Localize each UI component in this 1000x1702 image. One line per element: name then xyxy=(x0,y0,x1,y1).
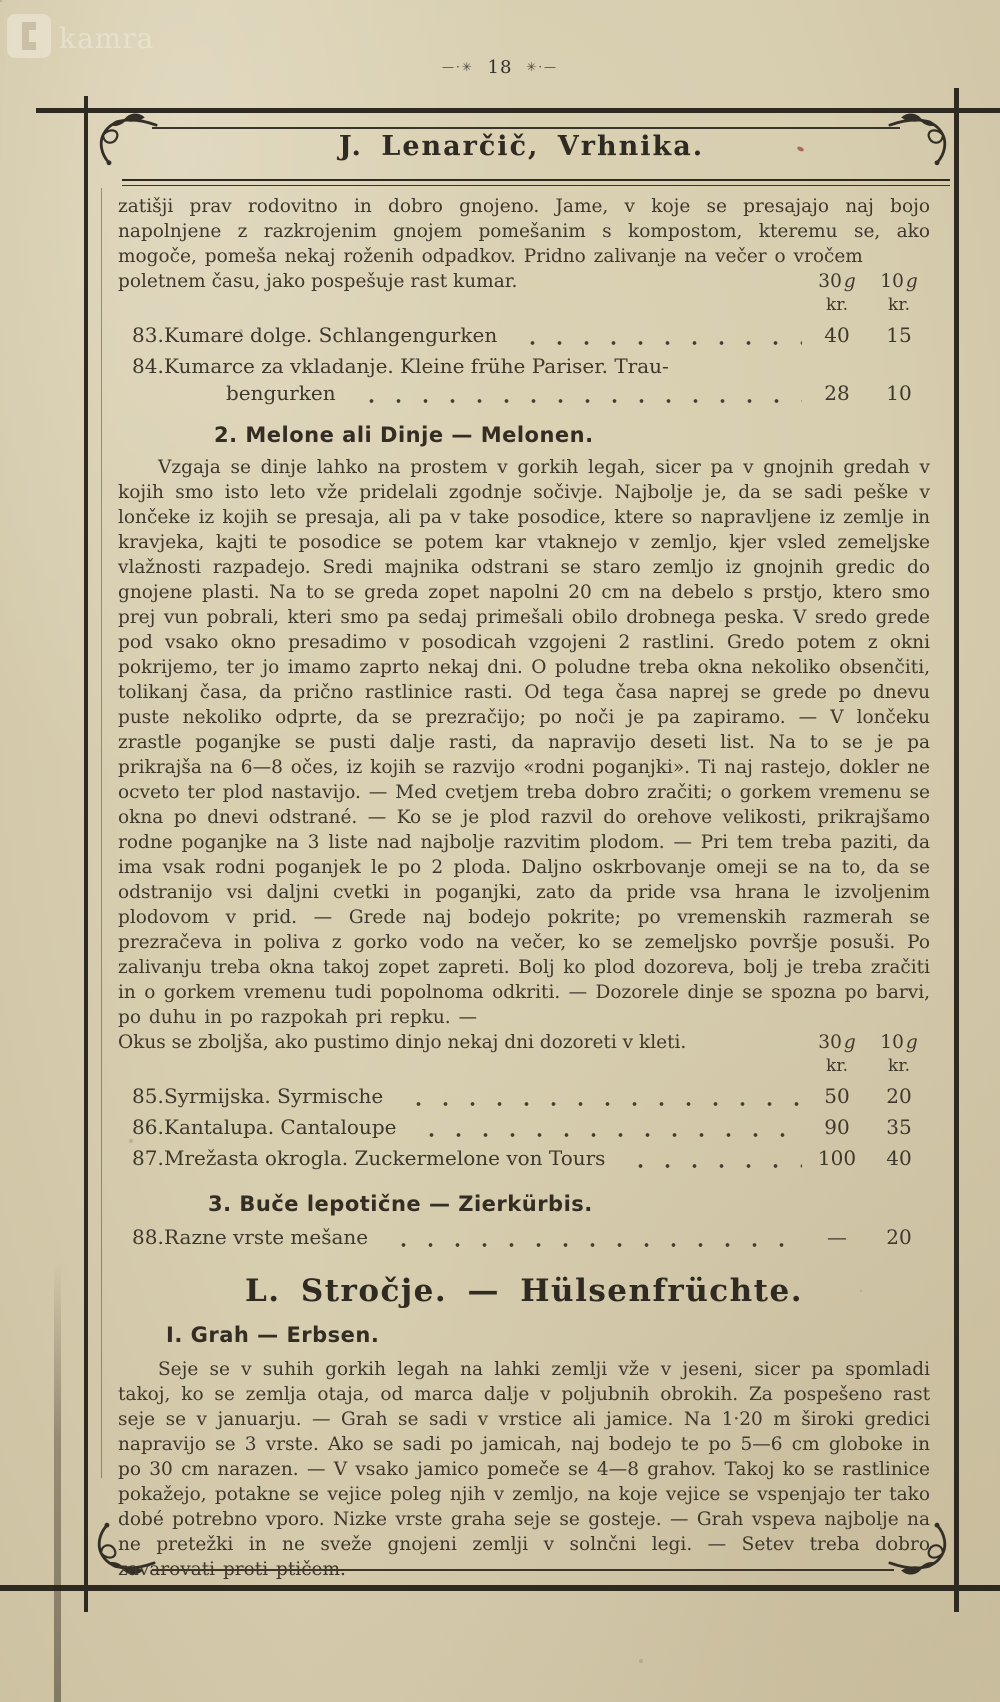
title-underline-double-rule xyxy=(122,179,950,186)
kamra-watermark xyxy=(6,13,154,63)
intro-paragraph-last-line xyxy=(118,269,930,294)
weight-unit: g xyxy=(905,271,918,292)
chapter-heading-legumes: L. Stročje. — Hülsenfrüchte. xyxy=(244,1273,804,1309)
melons-paragraph: Vzgaja se dinje lahko na prostem v gorkih legah, sicer pa v gnojnih gredah v kojih smo isto leto vže pridelali zgodnje sočivje. Najbolje je, da se sadi peške v lončeke iz kojih se presaja, ali pa v take posodice, ktere so napravljene iz zemlje in kravjeka, kajti te posodice se potem kar vtaknejo v zemljo, kjer vsled zemeljske vlažnosti razpadejo. Sredi majnika odstrani se staro zemljo iz gnojnih gredic do gnojene plasti. Na to se greda zopet napolni 20 cm na debelo s prstjo, ktero smo prej vun pobrali, kteri smo pa sedaj primešali obilo drobnega peska. V sredo grede pod vsako okno presadimo v posodicah vzgojeni 2 rastlini. Gredo potem z okni pokrijemo, ter jo imamo zaprto nekaj dni. O poludne treba okna nekoliko obsenčiti, tolikanj časa, da prično rastlinice rasti. Od tega časa naprej se grede po dnevu puste nekoliko odprte, da se prezračijo; po noči je pa zapiramo. — V lončeku zrastle poganjke se pusti dalje rasti, da napravijo deseti list. Na to se je pa prikrajša na 6—8 očes, iz kojih se razvijo «rodni poganjki». Ti naj rastejo, dokler ne ocveto ter plod nastavijo. — Med cvetjem treba dobro zračiti; o gorkem vremenu se okna po dnevi odstrané. — Ko se je plod razvil do orehove velikosti, prikrajšamo rodne poganjke na 3 liste nad najbolje razvitim plodom. — Pri tem treba paziti, da ima vsak rodni poganjek le po 2 ploda. Daljno oskrbovanje omeji se na to, da se odstranijo vsi daljni cvetki in poganjki, zato da pride vsa hrana le izvoljenim plodovom v prid. — Grede naj bodejo pokrite; po vremenskih razmerah se prezračeva in poliva z gorko vodo na večer, ko se zemeljsko površje posuši. Po zalivanju treba okna takoj zopet zapreti. Bolj ko plod dozoreva, bolj je treba zračiti in o gorkem vremenu tudi popolnoma odkriti. — Dozorele dinje se spozna po barvi, po duhu in po razpokah pri repku. — xyxy=(118,457,930,1028)
page-number: 18 xyxy=(487,57,513,78)
item-price-10g: 35 xyxy=(886,1115,912,1139)
item-price-30g: — xyxy=(827,1225,847,1249)
weight-value: 30 xyxy=(818,271,842,292)
item-name: Kumare dolge. Schlangengurken xyxy=(164,323,498,347)
item-price-30g: 28 xyxy=(824,381,850,405)
kreuzer-header-row xyxy=(118,1056,930,1076)
paragraph-text: poletnem času, jako pospešuje rast kumar. xyxy=(118,271,518,292)
item-number: 84. xyxy=(132,354,164,378)
item-price-30g: 50 xyxy=(824,1084,850,1108)
item-price-10g: 15 xyxy=(886,323,912,347)
paper-specks xyxy=(0,0,2,2)
item-price-30g: 100 xyxy=(817,1146,857,1170)
kreuzer-label: kr. xyxy=(888,295,910,315)
inner-left-rule xyxy=(101,188,102,1478)
weight-unit: g xyxy=(843,1032,856,1053)
section-heading-gourds: 3. Buče lepotične — Zierkürbis. xyxy=(208,1192,593,1216)
item-price-30g: 90 xyxy=(824,1115,850,1139)
kamra-logo-icon xyxy=(6,13,52,63)
section-heading-melons: 2. Melone ali Dinje — Melonen. xyxy=(214,423,594,447)
item-price-10g: 40 xyxy=(886,1146,912,1170)
legumes-paragraph: Seje se v suhih gorkih legah na lahki zemlji vže v jeseni, sicer pa spomladi takoj, ko se zemlja otaja, od marca dalje v poljubnih obrokih. Za pospešeno rast seje se v januarju. — Grah se sadi v vrstice ali jamice. Na 1·20 m široki gredici napravijo se 3 vrste. Ako se sadi po jamicah, naj bodejo te po 5—6 cm globoke in po 30 cm narazen. — V vsako jamico pomeče se 4—8 grahov. Takoj ko se rastlinice pokažejo, potakne se vejice poleg njih v zemljo, na koje vejice se vspenjajo ter tako dobé potrebno vporo. Nizke vrste graha seje se gosteje. — Grah vspeva najbolje na ne pretežki in ne sveže gnojeni zemlji v solnčni legi. — Setev treba dobro zavarovati proti ptičem. xyxy=(118,1359,930,1580)
intro-paragraph: zatišji prav rodovitno in dobro gnojeno. Jame, v koje se presajajo naj bojo napolnjene z razkrojenim gnojem pomešanim s kompostom, kteremu se, ako mogoče, pomeša nekaj roženih odpadkov. Pridno zalivanje na večer o vročem xyxy=(118,196,930,267)
bottom-thick-rule xyxy=(0,1585,1000,1591)
item-price-10g: 10 xyxy=(886,381,912,405)
item-price-10g: 20 xyxy=(886,1084,912,1108)
item-price-10g: 20 xyxy=(886,1225,912,1249)
ornament-left-icon: —·✳ xyxy=(441,60,474,74)
dot-leader xyxy=(384,1234,802,1248)
item-name: Kumarce za vkladanje. Kleine frühe Pariser. Trau- xyxy=(164,354,669,378)
item-number: 86. xyxy=(132,1115,164,1139)
price-column-header-10g xyxy=(868,1030,930,1055)
dot-leader xyxy=(513,332,802,346)
item-name: bengurken xyxy=(226,381,336,405)
paragraph-text: Okus se zboljša, ako pustimo dinjo nekaj dni dozoreti v kleti. xyxy=(118,1032,687,1053)
catalog-item-continuation-row xyxy=(118,380,930,407)
kreuzer-label: kr. xyxy=(826,1056,848,1076)
weight-unit: g xyxy=(843,271,856,292)
dot-leader xyxy=(352,390,802,404)
dot-leader xyxy=(399,1093,802,1107)
item-name: Kantalupa. Cantaloupe xyxy=(164,1115,397,1139)
dot-leader xyxy=(621,1155,802,1169)
catalog-item-row xyxy=(118,322,930,349)
kreuzer-label: kr. xyxy=(888,1056,910,1076)
item-number: 87. xyxy=(132,1146,164,1170)
item-price-30g: 40 xyxy=(824,323,850,347)
page-number-row xyxy=(0,57,1000,78)
catalog-item-row xyxy=(118,353,930,380)
dot-leader xyxy=(412,1124,802,1138)
kreuzer-header-row xyxy=(118,295,930,315)
inner-top-rule xyxy=(152,127,900,129)
catalog-item-row xyxy=(118,1145,930,1172)
kreuzer-label: kr. xyxy=(826,295,848,315)
catalog-item-row xyxy=(118,1114,930,1141)
item-number: 85. xyxy=(132,1084,164,1108)
catalog-item-row xyxy=(118,1224,930,1251)
price-column-header-30g xyxy=(806,1030,868,1055)
item-name: Syrmijska. Syrmische xyxy=(164,1084,384,1108)
catalog-content xyxy=(118,190,930,1582)
price-column-header-10g xyxy=(868,269,930,294)
right-frame-rule xyxy=(954,88,959,1612)
weight-value: 30 xyxy=(818,1032,842,1053)
spine-shadow xyxy=(54,1260,61,1702)
top-thick-rule xyxy=(36,108,1000,113)
catalog-item-row xyxy=(118,1083,930,1110)
weight-value: 10 xyxy=(880,271,904,292)
item-number: 83. xyxy=(132,323,164,347)
item-number: 88. xyxy=(132,1225,164,1249)
price-column-header-30g xyxy=(806,269,868,294)
weight-value: 10 xyxy=(880,1032,904,1053)
page-title: J. Lenarčič, Vrhnika. xyxy=(338,131,705,162)
item-name: Razne vrste mešane xyxy=(164,1225,369,1249)
item-name: Mrežasta okrogla. Zuckermelone von Tours xyxy=(164,1146,606,1170)
ornament-right-icon: ✳·— xyxy=(526,60,559,74)
weight-unit: g xyxy=(905,1032,918,1053)
kamra-watermark-label: kamra xyxy=(59,21,155,55)
left-frame-rule xyxy=(84,96,88,1612)
melons-paragraph-last-line xyxy=(118,1030,930,1055)
section-heading-peas: I. Grah — Erbsen. xyxy=(166,1323,380,1347)
